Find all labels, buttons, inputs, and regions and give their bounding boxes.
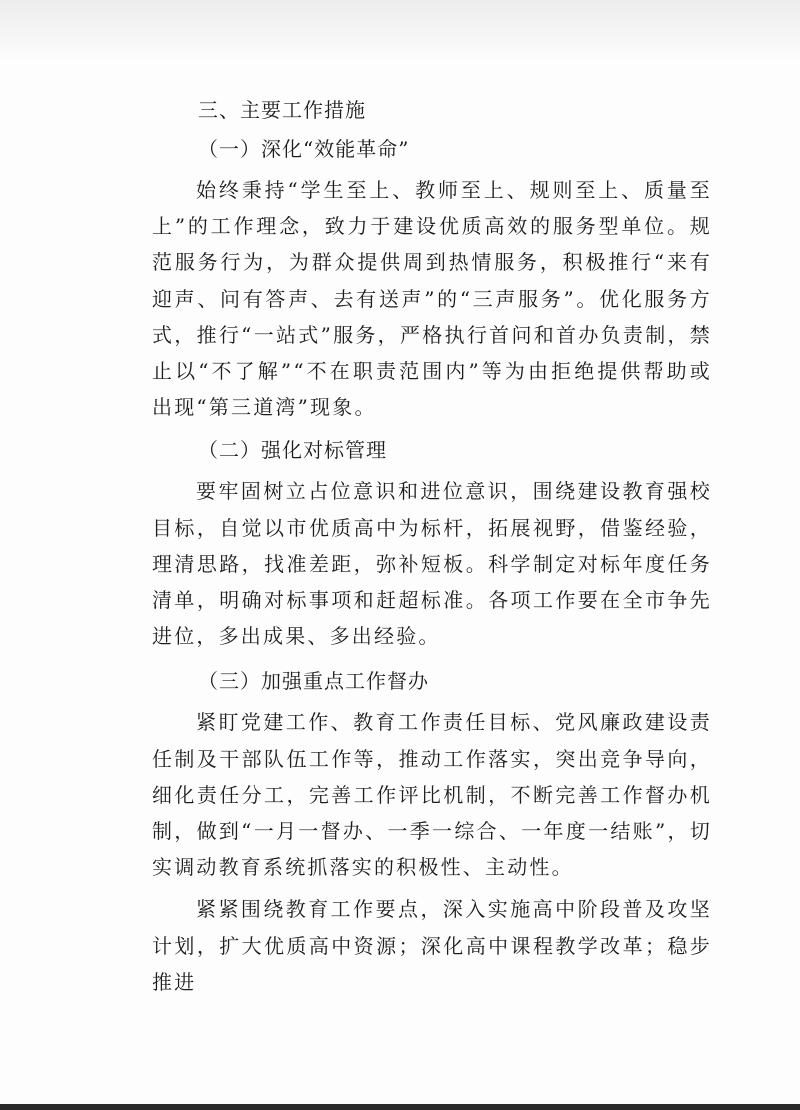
document-body: [152, 92, 712, 1000]
paragraph-2: 要牢固树立占位意识和进位意识，围绕建设教育强校目标，自觉以市优质高中为标杆，拓展视野，借鉴经验，理清思路，找准差距，弥补短板。科学制定对标年度任务清单，明确对标事项和赶超标准。各项工作要在全市争先进位，多出成果、多出经验。: [152, 479, 712, 649]
paragraph-3: 紧盯党建工作、教育工作责任目标、党风廉政建设责任制及干部队伍工作等，推动工作落实，突出竞争导向，细化责任分工，完善工作评比机制，不断完善工作督办机制，做到“一月一督办、一季一综合、一年度一结账”，切实调动教育系统抓落实的积极性、主动性。: [152, 710, 712, 880]
subsection-title-1: （一）深化“效能革命”: [198, 137, 410, 161]
section-heading: 三、主要工作措施: [198, 98, 366, 122]
scan-edge-bottom: [0, 1104, 800, 1110]
subsection-title-2: （二）强化对标管理: [198, 438, 387, 463]
paragraph-4: 紧紧围绕教育工作要点，深入实施高中阶段普及攻坚计划，扩大优质高中资源；深化高中课程教学改革；稳步推进: [152, 897, 712, 994]
scan-shadow-top: [0, 0, 800, 60]
paragraph-1: 始终秉持“学生至上、教师至上、规则至上、质量至上”的工作理念，致力于建设优质高效的服务型单位。规范服务行为，为群众提供周到热情服务，积极推行“来有迎声、问有答声、去有送声”的“三声服务”。优化服务方式，推行“一站式”服务，严格执行首问和首办负责制，禁止以“不了解”“不在职责范围内”等为由拒绝提供帮助或出现“第三道湾”现象。: [152, 178, 712, 420]
subsection-title-3: （三）加强重点工作督办: [198, 669, 429, 694]
